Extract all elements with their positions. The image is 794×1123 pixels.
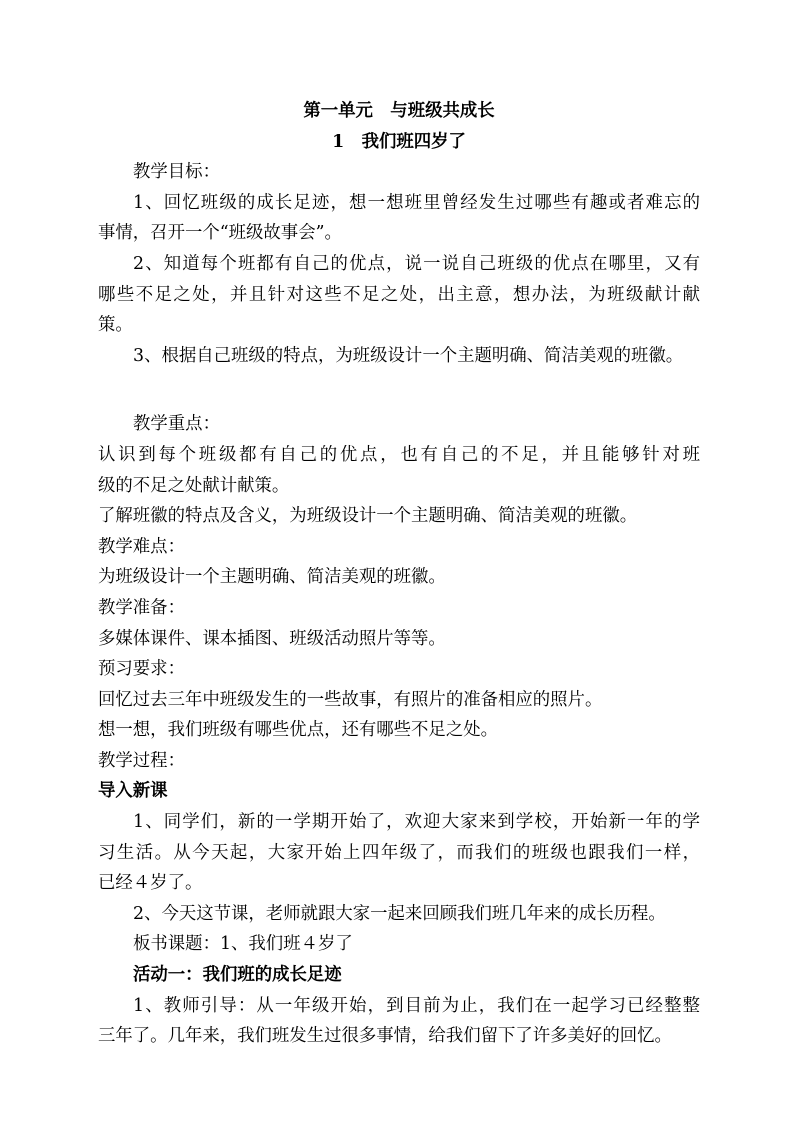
- activity-1-paragraph-1-line-2: 三年了。几年来，我们班发生过很多事情，给我们留下了许多美好的回忆。: [98, 1026, 672, 1047]
- activity-1-paragraph-1-line-1: 1、教师引导：从一年级开始，到目前为止，我们在一起学习已经整整: [133, 995, 700, 1016]
- objective-2-line-2: 哪些不足之处，并且针对这些不足之处，出主意，想办法，为班级献计献: [98, 284, 700, 305]
- process-heading: 教学过程：: [98, 750, 185, 771]
- difficulties-text: 为班级设计一个主题明确、简洁美观的班徽。: [98, 567, 446, 588]
- preview-heading: 预习要求：: [98, 659, 185, 680]
- objective-1-line-1: 1、回忆班级的成长足迹，想一想班里曾经发生过哪些有趣或者难忘的: [133, 192, 700, 213]
- key-point-2: 了解班徽的特点及含义，为班级设计一个主题明确、简洁美观的班徽。: [98, 506, 638, 527]
- preparation-heading: 教学准备：: [98, 597, 185, 618]
- intro-paragraph-1-line-1: 1、同学们，新的一学期开始了，欢迎大家来到学校，开始新一年的学: [133, 812, 700, 833]
- blank-line: [98, 371, 700, 409]
- objectives-heading: 教学目标：: [133, 162, 220, 183]
- intro-paragraph-1-line-2: 习生活。从今天起，大家开始上四年级了，而我们的班级也跟我们一样，: [98, 842, 700, 863]
- intro-heading: 导入新课: [98, 781, 168, 802]
- objective-1-line-2: 事情，召开一个“班级故事会”。: [98, 223, 342, 244]
- preview-item-1: 回忆过去三年中班级发生的一些故事，有照片的准备相应的照片。: [98, 689, 603, 710]
- key-point-1-line-1: 认识到每个班级都有自己的优点，也有自己的不足，并且能够针对班: [98, 444, 700, 465]
- unit-title: 第一单元 与班级共成长: [303, 101, 495, 121]
- intro-paragraph-2: 2、今天这节课，老师就跟大家一起来回顾我们班几年来的成长历程。: [133, 903, 666, 924]
- preview-item-2: 想一想，我们班级有哪些优点，还有哪些不足之处。: [98, 720, 498, 741]
- board-title: 板书课题：1、我们班４岁了: [133, 934, 353, 955]
- key-points-heading: 教学重点：: [133, 414, 220, 435]
- objective-3-line-1: 3、根据自己班级的特点，为班级设计一个主题明确、简洁美观的班徽。: [133, 345, 684, 366]
- intro-paragraph-1-line-3: 已经４岁了。: [98, 873, 203, 894]
- activity-1-heading: 活动一：我们班的成长足迹: [133, 965, 342, 986]
- preparation-text: 多媒体课件、课本插图、班级活动照片等等。: [98, 628, 446, 649]
- key-point-1-line-2: 级的不足之处献计献策。: [98, 475, 290, 496]
- document-body: [98, 96, 700, 1052]
- lesson-title: 1 我们班四岁了: [332, 131, 466, 152]
- objective-2-line-1: 2、知道每个班都有自己的优点，说一说自己班级的优点在哪里，又有: [133, 253, 700, 274]
- difficulties-heading: 教学难点：: [98, 536, 185, 557]
- objective-2-line-3: 策。: [98, 315, 133, 336]
